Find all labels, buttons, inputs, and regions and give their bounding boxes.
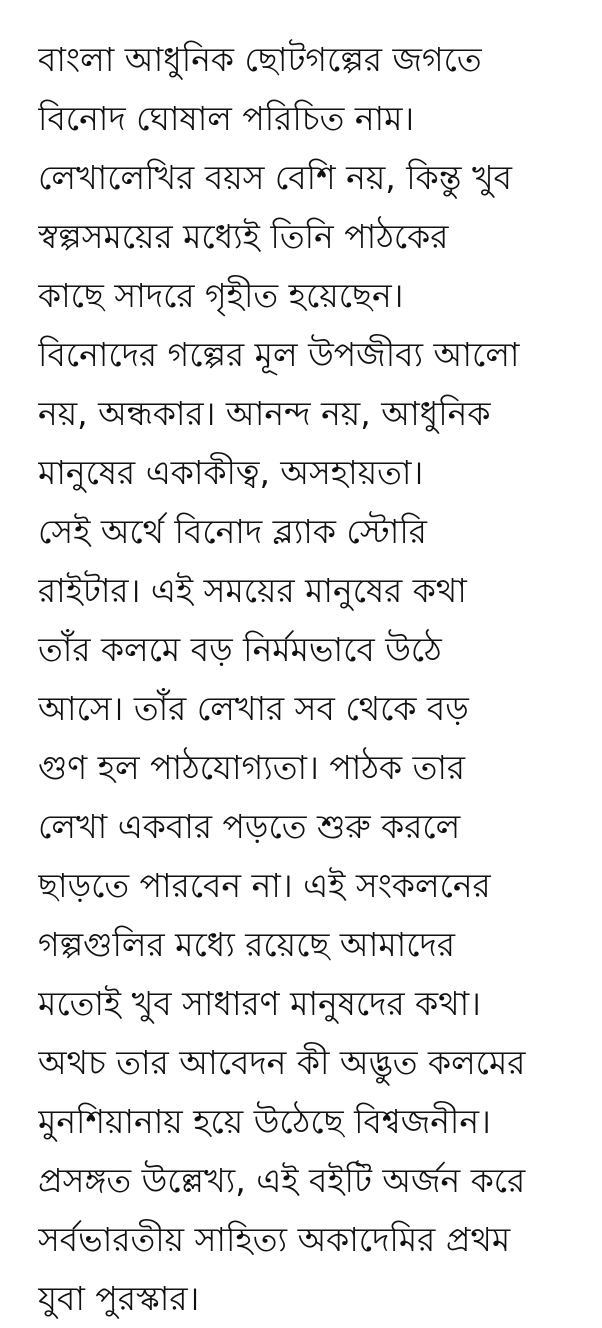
- blurb-line: বিনোদ ঘোষাল পরিচিত নাম।: [38, 99, 415, 138]
- blurb-line: মানুষের একাকীত্ব, অসহায়তা।: [38, 453, 424, 492]
- book-blurb-text: [38, 30, 583, 1328]
- blurb-line: স্বল্পসময়ের মধ্যেই তিনি পাঠকের: [38, 217, 449, 256]
- blurb-line: গুণ হল পাঠযোগ্যতা। পাঠক তার: [38, 748, 466, 787]
- blurb-line: যুবা পুরস্কার।: [38, 1279, 200, 1318]
- blurb-line: সেই অর্থে বিনোদ ব্ল্যাক স্টোরি: [38, 512, 427, 551]
- blurb-line: মতোই খুব সাধারণ মানুষদের কথা।: [38, 984, 481, 1023]
- blurb-line: রাইটার। এই সময়ের মানুষের কথা: [38, 571, 467, 610]
- blurb-line: কাছে সাদরে গৃহীত হয়েছেন।: [38, 276, 404, 315]
- blurb-line: লেখা একবার পড়তে শুরু করলে: [38, 807, 461, 846]
- blurb-line: লেখালেখির বয়স বেশি নয়, কিন্তু খুব: [38, 158, 513, 197]
- blurb-line: নয়, অন্ধকার। আনন্দ নয়, আধুনিক: [38, 394, 491, 433]
- blurb-line: অথচ তার আবেদন কী অদ্ভুত কলমের: [38, 1043, 526, 1082]
- blurb-line: সর্বভারতীয় সাহিত্য অকাদেমির প্রথম: [38, 1220, 511, 1259]
- blurb-line: মুনশিয়ানায় হয়ে উঠেছে বিশ্বজনীন।: [38, 1102, 491, 1141]
- blurb-line: তাঁর কলমে বড় নির্মমভাবে উঠে: [38, 630, 442, 669]
- blurb-line: ছাড়তে পারবেন না। এই সংকলনের: [38, 866, 491, 905]
- blurb-line: গল্পগুলির মধ্যে রয়েছে আমাদের: [38, 925, 455, 964]
- blurb-line: বিনোদের গল্পের মূল উপজীব্য আলো: [38, 335, 520, 374]
- blurb-line: বাংলা আধুনিক ছোটগল্পের জগতে: [38, 40, 482, 79]
- blurb-line: প্রসঙ্গত উল্লেখ্য, এই বইটি অর্জন করে: [38, 1161, 526, 1200]
- blurb-line: আসে। তাঁর লেখার সব থেকে বড়: [38, 689, 469, 728]
